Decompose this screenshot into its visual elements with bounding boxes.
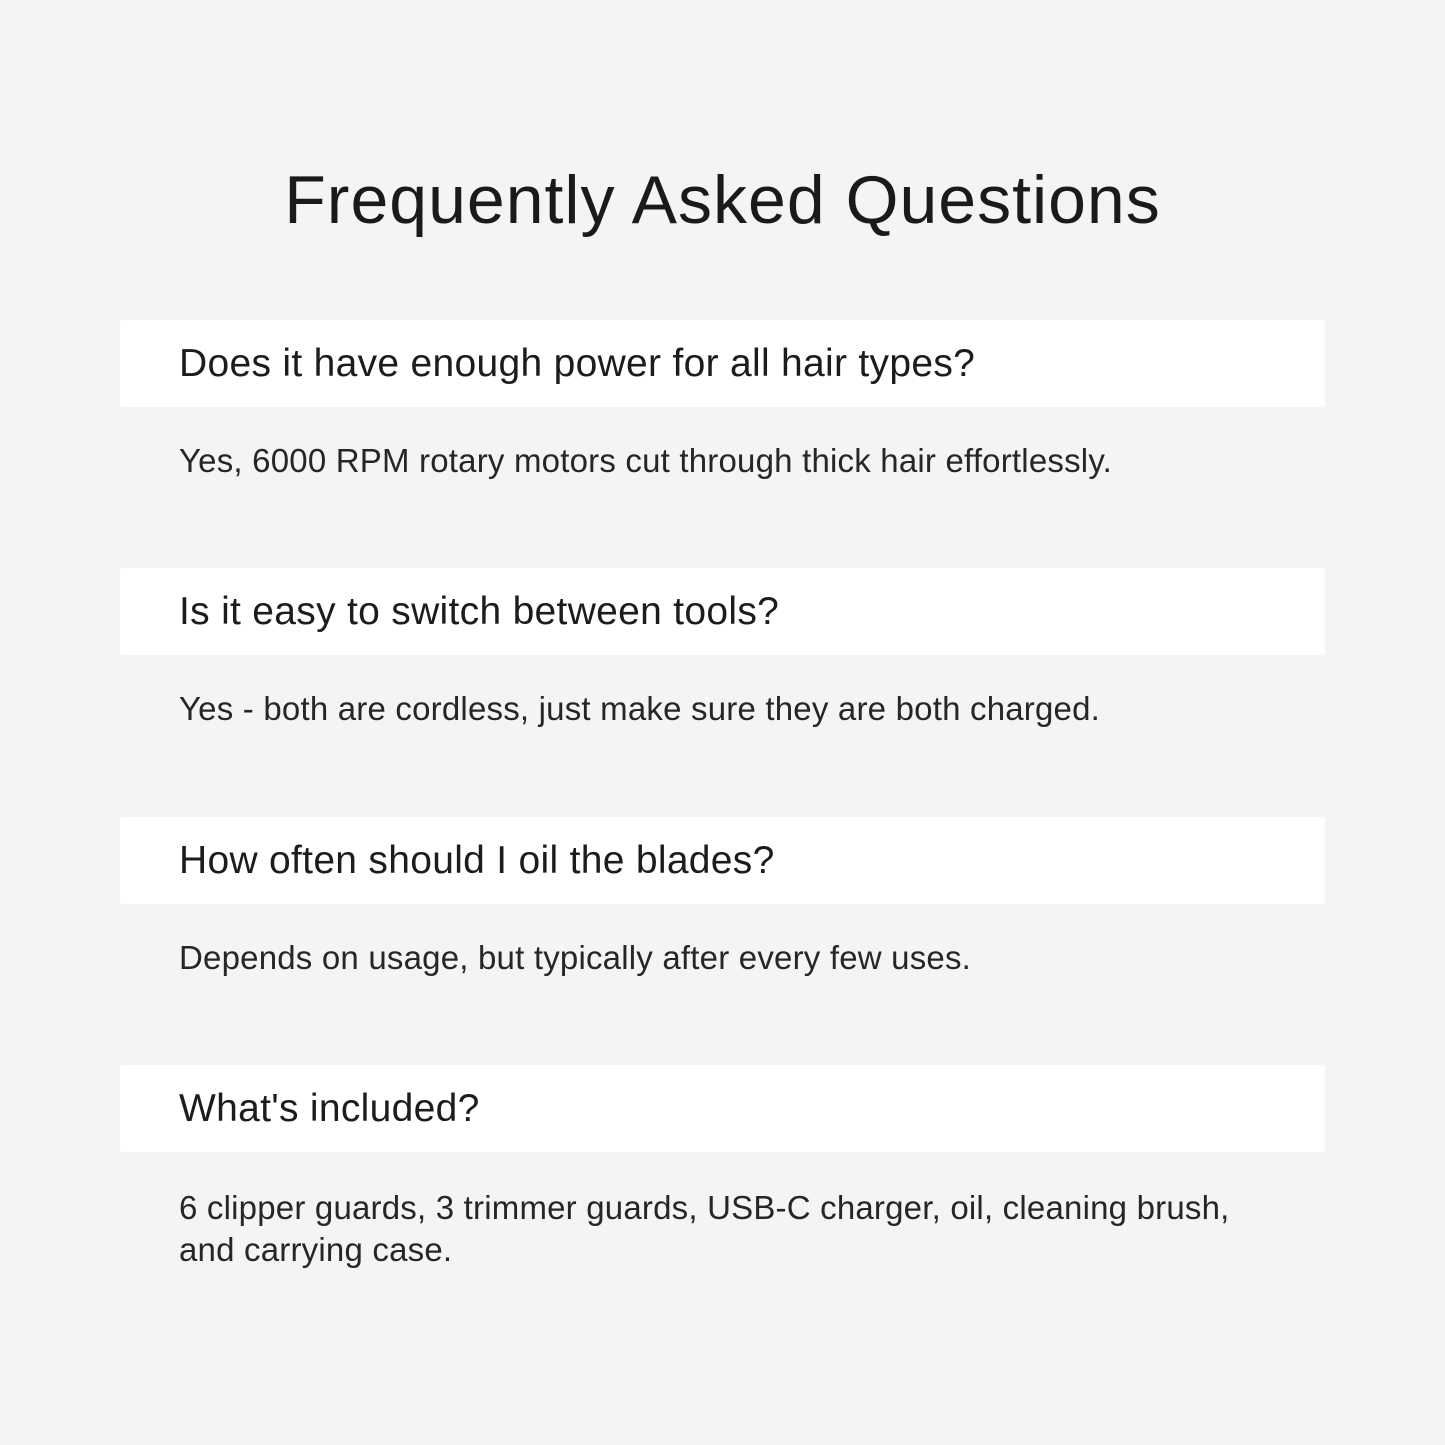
faq-answer: Depends on usage, but typically after every few uses.: [179, 939, 972, 976]
faq-item: [120, 568, 1325, 730]
page-title: Frequently Asked Questions: [284, 162, 1161, 238]
faq-answer: 6 clipper guards, 3 trimmer guards, USB-C charger, oil, cleaning brush, and carrying case.: [179, 1189, 1230, 1268]
faq-answer: Yes - both are cordless, just make sure they are both charged.: [179, 690, 1101, 727]
faq-question[interactable]: How often should I oil the blades?: [120, 817, 1325, 904]
faq-item: [120, 1065, 1325, 1271]
faq-item: [120, 320, 1325, 482]
faq-question[interactable]: Is it easy to switch between tools?: [120, 568, 1325, 655]
faq-answer: Yes, 6000 RPM rotary motors cut through thick hair effortlessly.: [179, 442, 1112, 479]
faq-item: [120, 817, 1325, 979]
faq-question[interactable]: What's included?: [120, 1065, 1325, 1152]
faq-question[interactable]: Does it have enough power for all hair types?: [120, 320, 1325, 407]
